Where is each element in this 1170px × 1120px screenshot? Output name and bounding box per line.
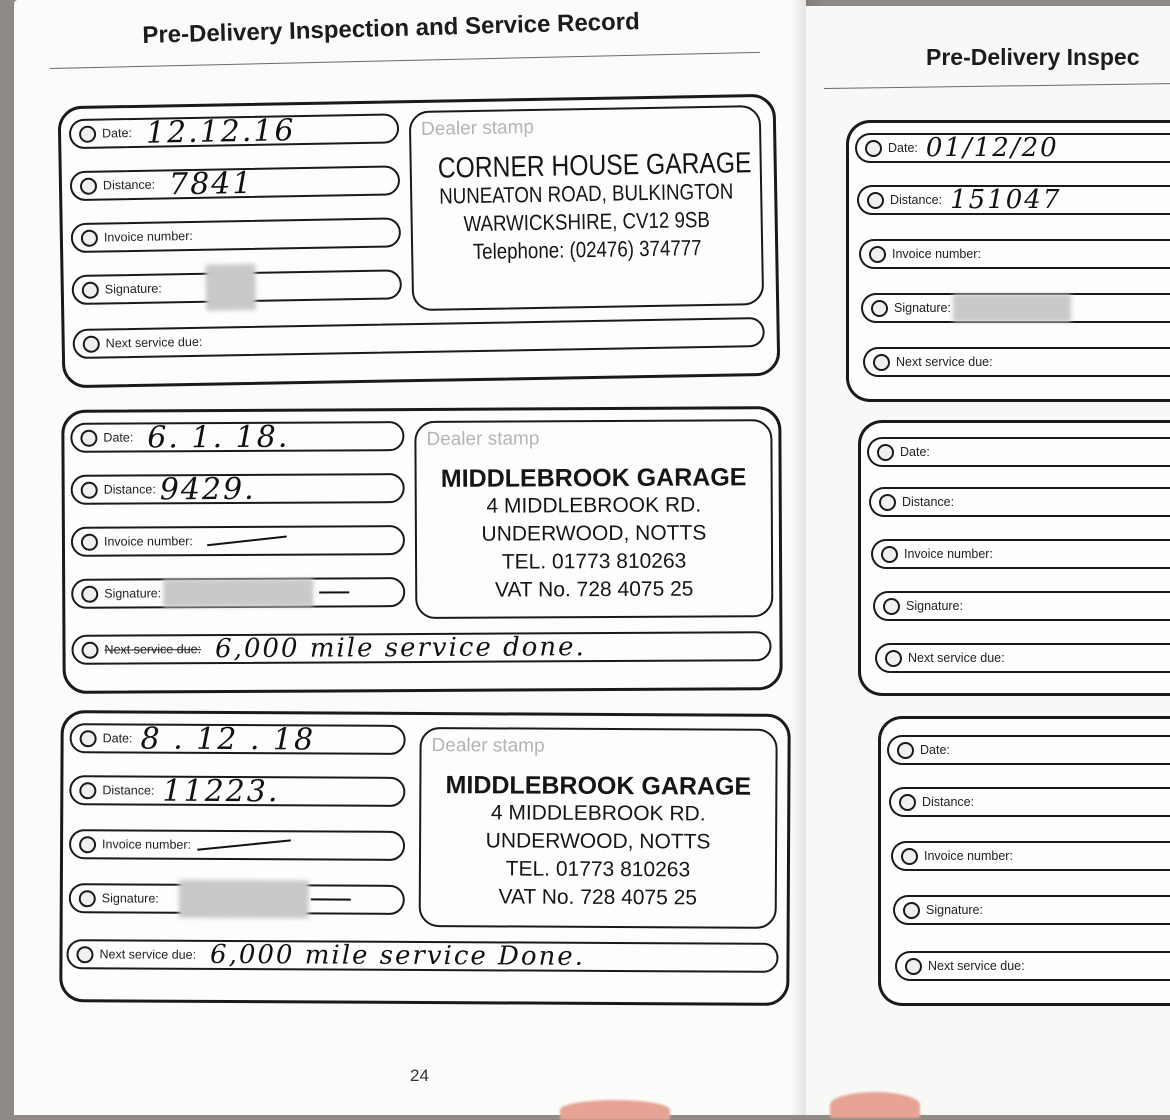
invoice-label: Invoice number: [103,534,193,549]
signature-checkbox[interactable] [82,281,99,298]
distance-value: 11223. [162,773,280,809]
signature-checkbox[interactable] [883,598,900,615]
next-service-field[interactable] [71,631,771,665]
signature-checkbox[interactable] [81,585,98,602]
stamp-line: 4 MIDDLEBROOK RD. [486,493,702,518]
stamp-line: CORNER HOUSE GARAGE [437,147,752,185]
date-label: Date: [900,445,930,459]
date-field[interactable] [70,421,404,453]
invoice-checkbox[interactable] [81,229,98,246]
next-service-field[interactable] [66,939,778,973]
distance-checkbox[interactable] [79,782,96,799]
stamp-line: 4 MIDDLEBROOK RD. [490,801,706,826]
next-service-field[interactable] [895,951,1170,981]
right-page [806,6,1170,1115]
distance-field[interactable] [70,165,400,201]
distance-checkbox[interactable] [879,494,896,511]
signature-redacted [205,264,256,311]
stamp-line: VAT No. 728 4075 25 [498,885,698,910]
signature-checkbox[interactable] [903,902,920,919]
dealer-stamp [409,105,764,311]
next-service-checkbox[interactable] [905,958,922,975]
next-service-checkbox[interactable] [81,641,98,658]
signature-redacted [953,294,1071,322]
date-label: Date: [888,141,918,155]
signature-label: Signature: [101,891,159,906]
date-value: 8 . 12 . 18 [140,721,316,757]
invoice-checkbox[interactable] [901,848,918,865]
signature-field[interactable] [873,591,1170,621]
invoice-scribble [207,536,287,547]
date-field[interactable] [855,133,1170,163]
invoice-field[interactable] [71,217,401,253]
signature-label: Signature: [104,586,162,601]
next-service-field[interactable] [863,347,1170,377]
next-service-label: Next service due: [928,959,1025,973]
date-value: 01/12/20 [925,133,1059,163]
invoice-label: Invoice number: [904,547,993,561]
next-service-label: Next service due: [896,355,993,369]
title-rule [824,83,1170,89]
date-label: Date: [920,743,950,757]
invoice-checkbox[interactable] [881,546,898,563]
date-value: 12.12.16 [145,112,296,151]
date-checkbox[interactable] [877,444,894,461]
next-service-field[interactable] [72,317,764,359]
signature-stroke [319,591,349,593]
invoice-field[interactable] [71,525,405,557]
distance-field[interactable] [869,487,1170,517]
distance-value: 7841 [168,165,254,202]
dealer-stamp-label: Dealer stamp [426,428,540,450]
stamp-line: TEL. 01773 810263 [501,549,687,574]
service-record-2 [61,406,782,694]
invoice-checkbox[interactable] [81,533,98,550]
stamp-line: UNDERWOOD, NOTTS [481,521,707,546]
next-service-label: Next service due: [908,651,1005,665]
page-title: Pre-Delivery Inspec [926,44,1140,70]
signature-redacted [179,880,309,919]
stamp-line: Telephone: (02476) 374777 [472,235,702,265]
invoice-label: Invoice number: [924,849,1013,863]
page-number: 24 [410,1066,429,1085]
date-field[interactable] [69,113,399,149]
service-record-5 [858,420,1170,696]
date-field[interactable] [867,437,1170,467]
signature-field[interactable] [72,269,402,305]
service-record-1 [58,94,781,388]
date-checkbox[interactable] [79,125,96,142]
distance-label: Distance: [922,795,975,809]
stamp-line: MIDDLEBROOK GARAGE [440,463,747,493]
stamp-line: TEL. 01773 810263 [505,857,691,882]
dealer-stamp [414,419,773,619]
date-value: 6. 1. 18. [147,419,290,455]
distance-field[interactable] [889,787,1170,817]
service-record-4 [846,120,1170,402]
date-checkbox[interactable] [865,140,882,157]
next-service-label: Next service due: [105,334,203,351]
date-checkbox[interactable] [897,742,914,759]
dealer-stamp-label: Dealer stamp [420,116,535,140]
left-page [14,0,806,1115]
next-service-label: Next service due: [99,947,197,962]
date-field[interactable] [887,735,1170,765]
distance-label: Distance: [103,482,156,497]
signature-stroke [311,898,351,900]
invoice-label: Invoice number: [103,228,193,245]
signature-field[interactable] [71,577,405,609]
distance-checkbox[interactable] [899,794,916,811]
distance-checkbox[interactable] [80,177,97,194]
signature-field[interactable] [861,293,1170,323]
stamp-line: UNDERWOOD, NOTTS [485,829,711,854]
next-service-label: Next service due: [104,642,202,657]
invoice-scribble [197,839,291,850]
signature-label: Signature: [894,301,951,315]
signature-checkbox[interactable] [871,300,888,317]
distance-label: Distance: [102,177,156,193]
dealer-stamp [419,727,778,929]
next-service-checkbox[interactable] [873,354,890,371]
date-field[interactable] [70,723,406,755]
distance-field[interactable] [71,473,405,505]
stamp-line: MIDDLEBROOK GARAGE [445,771,752,801]
date-label: Date: [101,125,133,141]
invoice-field[interactable] [859,239,1170,269]
date-checkbox[interactable] [80,429,97,446]
distance-label: Distance: [102,783,155,798]
distance-label: Distance: [902,495,955,509]
dealer-stamp-label: Dealer stamp [431,735,545,757]
distance-field[interactable] [69,775,405,807]
title-rule [50,52,760,69]
invoice-field[interactable] [871,539,1170,569]
signature-checkbox[interactable] [79,890,96,907]
service-record-3 [59,710,791,1006]
distance-value: 151047 [950,185,1062,215]
date-checkbox[interactable] [80,730,97,747]
invoice-field[interactable] [69,829,405,861]
invoice-checkbox[interactable] [79,836,96,853]
date-label: Date: [103,430,134,445]
stamp-line: VAT No. 728 4075 25 [494,577,694,602]
page-title: Pre-Delivery Inspection and Service Record [142,8,641,49]
next-service-field[interactable] [875,643,1170,673]
signature-field[interactable] [893,895,1170,925]
distance-checkbox[interactable] [867,192,884,209]
next-service-checkbox[interactable] [885,650,902,667]
distance-checkbox[interactable] [81,481,98,498]
distance-value: 9429. [159,471,256,507]
thumb-bottom [830,1092,920,1118]
signature-label: Signature: [926,903,983,917]
stamp-line: NUNEATON ROAD, BULKINGTON [438,178,734,209]
invoice-field[interactable] [891,841,1170,871]
signature-label: Signature: [104,281,162,297]
signature-redacted [163,579,313,608]
thumb-bottom [560,1100,670,1120]
invoice-checkbox[interactable] [869,246,886,263]
service-record-6 [878,716,1170,1006]
next-service-value: 6,000 mile service Done. [209,939,586,972]
next-service-checkbox[interactable] [83,335,100,352]
signature-field[interactable] [69,883,405,915]
stamp-line: WARWICKSHIRE, CV12 9SB [463,206,711,237]
distance-field[interactable] [857,185,1170,215]
next-service-checkbox[interactable] [76,946,93,963]
next-service-value: 6,000 mile service done. [215,632,586,665]
distance-label: Distance: [890,193,943,207]
invoice-label: Invoice number: [892,247,981,261]
invoice-label: Invoice number: [102,837,192,852]
signature-label: Signature: [906,599,963,613]
date-label: Date: [102,731,133,746]
